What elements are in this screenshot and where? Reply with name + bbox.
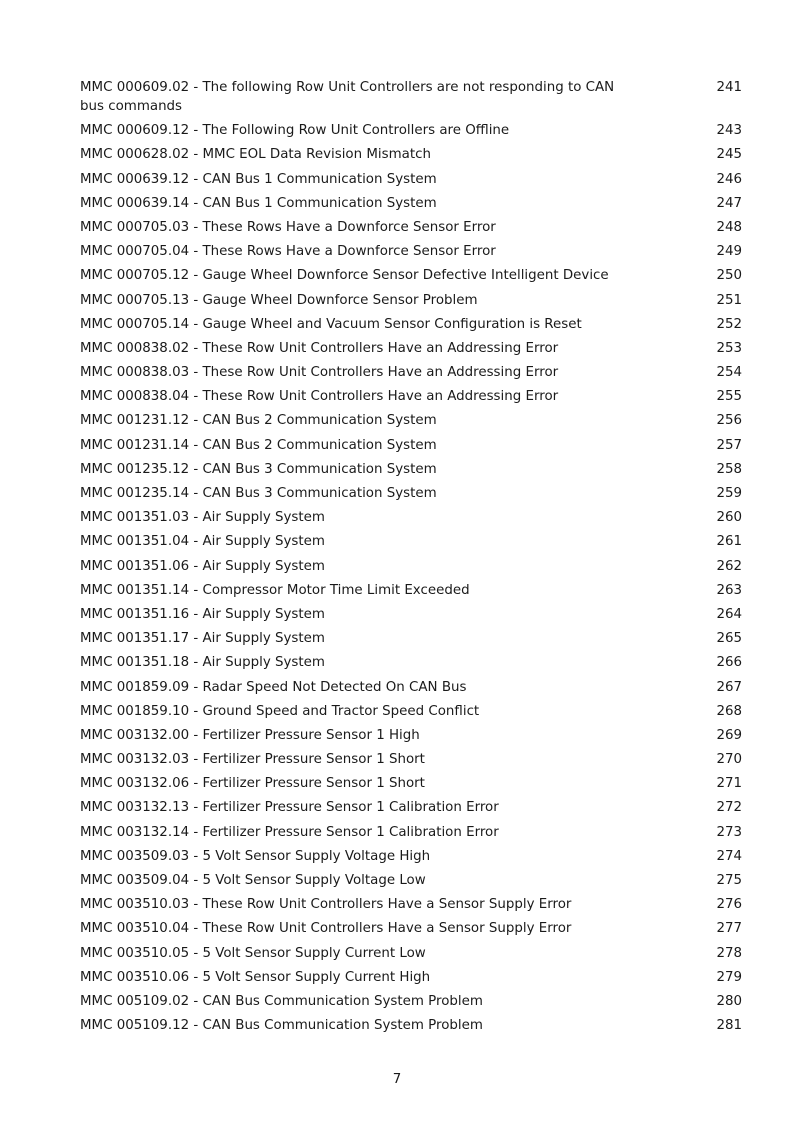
toc-entry[interactable] bbox=[80, 895, 742, 914]
toc-entry-title: MMC 001351.04 - Air Supply System bbox=[80, 534, 325, 550]
toc-entry-title: MMC 003132.13 - Fertilizer Pressure Sensor 1 Calibration Error bbox=[80, 800, 499, 816]
toc-entry[interactable] bbox=[80, 605, 742, 624]
toc-entry[interactable] bbox=[80, 411, 742, 430]
toc-entry-title: MMC 003510.04 - These Row Unit Controllers Have a Sensor Supply Error bbox=[80, 921, 572, 937]
toc-entry-page: 265 bbox=[716, 631, 742, 647]
toc-entry-page: 254 bbox=[716, 365, 742, 381]
toc-entry-page: 258 bbox=[716, 461, 742, 477]
toc-entry-title: MMC 003510.03 - These Row Unit Controllers Have a Sensor Supply Error bbox=[80, 897, 572, 913]
toc-entry-page: 269 bbox=[716, 727, 742, 743]
toc-entry-title: MMC 001859.10 - Ground Speed and Tractor Speed Conflict bbox=[80, 703, 480, 719]
toc-entry-page: 270 bbox=[716, 752, 742, 768]
toc-entry-title: MMC 000838.04 - These Row Unit Controllers Have an Addressing Error bbox=[80, 389, 559, 405]
toc-entry[interactable] bbox=[80, 339, 742, 358]
toc-entry-title: MMC 001351.16 - Air Supply System bbox=[80, 606, 325, 622]
toc-entry[interactable] bbox=[80, 460, 742, 479]
toc-entry-title: MMC 000628.02 - MMC EOL Data Revision Mismatch bbox=[80, 147, 431, 163]
toc-entry-page: 278 bbox=[716, 945, 742, 961]
toc-entry-page: 276 bbox=[716, 897, 742, 913]
toc-entry-page: 260 bbox=[716, 510, 742, 526]
toc-entry[interactable] bbox=[80, 78, 742, 116]
toc-entry-title: MMC 001235.12 - CAN Bus 3 Communication System bbox=[80, 461, 437, 477]
toc-entry[interactable] bbox=[80, 992, 742, 1011]
toc-entry[interactable] bbox=[80, 145, 742, 164]
toc-entry-page: 257 bbox=[716, 437, 742, 453]
toc-entry-page: 249 bbox=[716, 244, 742, 260]
toc-entry[interactable] bbox=[80, 315, 742, 334]
toc-entry-page: 275 bbox=[716, 873, 742, 888]
toc-entry-page: 255 bbox=[716, 389, 742, 405]
toc-entry[interactable] bbox=[80, 823, 742, 842]
toc-entry-title: MMC 003132.06 - Fertilizer Pressure Sensor 1 Short bbox=[80, 776, 425, 792]
toc-entry-title: MMC 001351.18 - Air Supply System bbox=[80, 655, 325, 671]
toc-entry-page: 241 bbox=[716, 80, 742, 95]
toc-entry[interactable] bbox=[80, 798, 742, 817]
toc-entry-page: 259 bbox=[716, 486, 742, 501]
toc-entry-title: MMC 005109.02 - CAN Bus Communication System Problem bbox=[80, 993, 483, 1009]
toc-entry[interactable] bbox=[80, 726, 742, 745]
toc-entry[interactable] bbox=[80, 774, 742, 793]
toc-entry-title: MMC 000609.02 - The following Row Unit Controllers are not responding to CAN bus commands bbox=[80, 80, 615, 114]
toc-entry[interactable] bbox=[80, 702, 742, 721]
toc-entry[interactable] bbox=[80, 436, 742, 455]
toc-entry[interactable] bbox=[80, 170, 742, 189]
toc-entry-title: MMC 001859.09 - Radar Speed Not Detected On CAN Bus bbox=[80, 679, 467, 695]
toc-entry[interactable] bbox=[80, 944, 742, 963]
toc-entry-page: 268 bbox=[716, 703, 742, 719]
toc-entry-page: 247 bbox=[716, 195, 742, 211]
toc-entry[interactable] bbox=[80, 871, 742, 890]
toc-entry-page: 273 bbox=[716, 824, 742, 840]
toc-entry-page: 243 bbox=[716, 123, 742, 139]
toc-entry-page: 266 bbox=[716, 655, 742, 671]
toc-entry[interactable] bbox=[80, 484, 742, 503]
toc-entry-title: MMC 005109.12 - CAN Bus Communication System Problem bbox=[80, 1018, 483, 1034]
toc-entry-page: 245 bbox=[716, 147, 742, 163]
toc-entry-title: MMC 003132.14 - Fertilizer Pressure Sensor 1 Calibration Error bbox=[80, 824, 499, 840]
toc-entry-title: MMC 001351.03 - Air Supply System bbox=[80, 510, 325, 526]
toc-entry[interactable] bbox=[80, 242, 742, 261]
page-number: 7 bbox=[392, 1072, 402, 1087]
toc-entry-title: MMC 000705.03 - These Rows Have a Downforce Sensor Error bbox=[80, 219, 496, 235]
toc-entry-page: 272 bbox=[716, 800, 742, 816]
toc-entry[interactable] bbox=[80, 629, 742, 648]
toc-entry[interactable] bbox=[80, 1016, 742, 1035]
toc-entry-title: MMC 000838.03 - These Row Unit Controllers Have an Addressing Error bbox=[80, 365, 559, 381]
toc-entry[interactable] bbox=[80, 968, 742, 987]
toc-entry[interactable] bbox=[80, 532, 742, 551]
toc-entry-page: 267 bbox=[716, 679, 742, 695]
toc-entry-title: MMC 003510.05 - 5 Volt Sensor Supply Current Low bbox=[80, 945, 426, 961]
toc-entry-title: MMC 003510.06 - 5 Volt Sensor Supply Current High bbox=[80, 969, 431, 985]
toc-entry-page: 280 bbox=[716, 993, 742, 1009]
toc-entry[interactable] bbox=[80, 678, 742, 697]
toc-entry-page: 271 bbox=[716, 776, 742, 792]
toc-entry-title: MMC 000705.14 - Gauge Wheel and Vacuum Sensor Configuration is Reset bbox=[80, 316, 582, 332]
toc-entry-page: 263 bbox=[716, 582, 742, 598]
toc-entry[interactable] bbox=[80, 653, 742, 672]
toc-entry-title: MMC 001231.14 - CAN Bus 2 Communication System bbox=[80, 437, 437, 453]
toc-entry-title: MMC 001351.06 - Air Supply System bbox=[80, 558, 325, 574]
toc-entry[interactable] bbox=[80, 581, 742, 600]
toc-entry-title: MMC 003132.00 - Fertilizer Pressure Sensor 1 High bbox=[80, 727, 420, 743]
toc-entry[interactable] bbox=[80, 266, 742, 285]
toc-entry-page: 251 bbox=[716, 292, 742, 308]
toc-entry[interactable] bbox=[80, 847, 742, 866]
toc-entry-page: 256 bbox=[716, 413, 742, 429]
toc-entry-page: 277 bbox=[716, 921, 742, 937]
toc-entry-page: 253 bbox=[716, 340, 742, 356]
toc-entry-title: MMC 000705.12 - Gauge Wheel Downforce Sensor Defective Intelligent Device bbox=[80, 268, 609, 284]
toc-entry-page: 248 bbox=[716, 219, 742, 235]
toc-entry-title: MMC 001235.14 - CAN Bus 3 Communication System bbox=[80, 486, 437, 501]
toc-entry-page: 264 bbox=[716, 606, 742, 622]
toc-entry-page: 250 bbox=[716, 268, 742, 284]
toc-entry[interactable] bbox=[80, 919, 742, 938]
toc-entry[interactable] bbox=[80, 363, 742, 382]
toc-entry[interactable] bbox=[80, 387, 742, 406]
toc-entry-title: MMC 000639.14 - CAN Bus 1 Communication System bbox=[80, 195, 437, 211]
toc-entry-page: 274 bbox=[716, 848, 742, 864]
toc-entry[interactable] bbox=[80, 194, 742, 213]
toc-entry[interactable] bbox=[80, 291, 742, 310]
toc-entry-title: MMC 003132.03 - Fertilizer Pressure Sensor 1 Short bbox=[80, 752, 425, 768]
toc-entry-title: MMC 000705.04 - These Rows Have a Downforce Sensor Error bbox=[80, 244, 496, 260]
toc-entry[interactable] bbox=[80, 750, 742, 769]
toc-entry-title: MMC 000609.12 - The Following Row Unit Controllers are Offline bbox=[80, 123, 510, 139]
toc-entry[interactable] bbox=[80, 557, 742, 576]
toc-entry-page: 262 bbox=[716, 558, 742, 574]
toc-entry-title: MMC 000705.13 - Gauge Wheel Downforce Sensor Problem bbox=[80, 292, 478, 308]
table-of-contents bbox=[80, 78, 742, 1040]
toc-entry[interactable] bbox=[80, 508, 742, 527]
toc-entry-title: MMC 001351.14 - Compressor Motor Time Limit Exceeded bbox=[80, 582, 470, 598]
toc-entry[interactable] bbox=[80, 218, 742, 237]
toc-entry-page: 281 bbox=[716, 1018, 742, 1034]
toc-entry-page: 279 bbox=[716, 969, 742, 985]
toc-entry-title: MMC 001351.17 - Air Supply System bbox=[80, 631, 325, 647]
toc-entry-page: 261 bbox=[716, 534, 742, 550]
toc-entry-title: MMC 003509.03 - 5 Volt Sensor Supply Voltage High bbox=[80, 848, 431, 864]
toc-entry-title: MMC 003509.04 - 5 Volt Sensor Supply Voltage Low bbox=[80, 873, 426, 888]
toc-entry[interactable] bbox=[80, 121, 742, 140]
toc-entry-title: MMC 000838.02 - These Row Unit Controllers Have an Addressing Error bbox=[80, 340, 559, 356]
toc-entry-title: MMC 000639.12 - CAN Bus 1 Communication System bbox=[80, 171, 437, 187]
toc-entry-page: 246 bbox=[716, 171, 742, 187]
toc-entry-title: MMC 001231.12 - CAN Bus 2 Communication System bbox=[80, 413, 437, 429]
toc-entry-page: 252 bbox=[716, 316, 742, 332]
